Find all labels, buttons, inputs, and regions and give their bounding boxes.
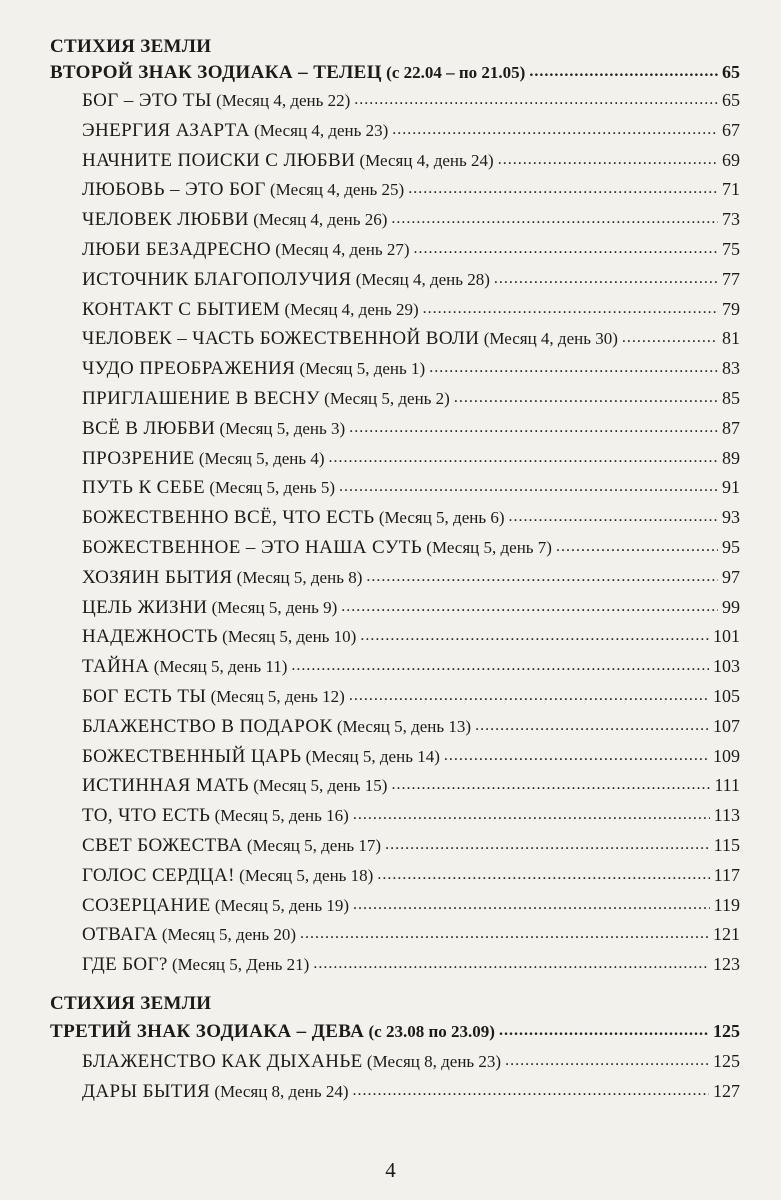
toc-entry-date: (Месяц 5, день 15) [248,776,388,796]
toc-entry-date: (Месяц 5, день 1) [295,359,426,379]
toc-entry-title: БОЖЕСТВЕННЫЙ ЦАРЬ [82,745,302,767]
page-number: 4 [385,1158,396,1182]
toc-entry-date: (Месяц 8, день 23) [362,1052,502,1071]
dot-leader [329,446,718,468]
toc-entry-row [82,120,740,148]
toc-entry-text [82,418,345,440]
toc-entry-row [82,686,740,714]
toc-heading-note: (с 23.08 по 23.09) [364,1022,495,1041]
toc-entry-date: (Месяц 4, день 24) [355,150,494,170]
toc-entry-text [82,686,345,708]
toc-entry-title: ЛЮБОВЬ – ЭТО БОГ [82,179,266,201]
toc-entry-date: (Месяц 8, день 24) [210,1082,349,1101]
toc-entry-page: 107 [713,715,740,736]
toc-entry-text [82,805,349,827]
toc-entry-text [82,209,387,231]
toc-entry-page: 117 [713,864,740,885]
toc-entry-title: БЛАЖЕНСТВО В ПОДАРОК [82,715,333,737]
toc-entry-text [82,269,490,291]
toc-entry-date: (Месяц 5, день 12) [206,687,345,706]
toc-entry-text [82,150,494,172]
toc-heading-text [50,62,525,84]
toc-heading-page: 125 [713,1021,740,1041]
toc-entry-page: 119 [713,894,740,915]
toc-entry-text [82,179,404,201]
toc-entry-page: 91 [722,477,740,498]
toc-entry-title: ГОЛОС СЕРДЦА! [82,864,235,886]
toc-entry-page: 67 [722,119,740,140]
toc-entry-page: 79 [722,298,740,319]
toc-entry-text [82,507,505,529]
dot-leader [353,1079,709,1101]
toc-entry-page: 121 [713,924,740,945]
toc-entry-row [82,90,740,118]
dot-leader [354,88,718,110]
toc-entry-page: 115 [713,835,740,855]
toc-entry-row [82,388,740,416]
toc-entry-page: 69 [722,149,740,170]
toc-entry-date: (Месяц 5, день 8) [232,567,363,587]
dot-leader [475,714,709,736]
toc-entry-title: ИСТИННАЯ МАТЬ [82,775,249,797]
toc-entry-text [82,477,335,499]
toc-entry-page: 101 [713,626,740,647]
toc-entry-row [82,597,740,625]
toc-entry-title: ЧЕЛОВЕК ЛЮБВИ [82,209,249,231]
toc-entry-text [82,567,362,589]
toc-entry-row [82,895,740,923]
toc-entry-date: (Месяц 5, день 11) [149,657,288,677]
toc-entry-text [82,448,325,470]
toc-entry-page: 87 [722,417,740,438]
toc-entry-text [82,358,425,380]
toc-entry-title: ЭНЕРГИЯ АЗАРТА [82,119,250,141]
toc-entry-text [82,775,387,797]
toc-entry-date: (Месяц 5, день 3) [215,418,346,438]
toc-entry-page: 103 [713,656,740,677]
toc-entry-row [82,209,740,237]
toc-entry-date: (Месяц 5, день 19) [210,895,350,915]
toc-entry-row [82,477,740,505]
toc-entry-page: 75 [722,239,740,259]
toc-entry-date: (Месяц 5, день 20) [157,925,297,945]
toc-entry-date: (Месяц 5, день 5) [205,478,336,498]
toc-heading-row [50,1021,740,1049]
toc-entry-row [82,150,740,178]
toc-entry-text [82,1081,349,1103]
toc-entry-page: 93 [722,507,740,528]
toc-entry-row [82,358,740,386]
toc-entry-date: (Месяц 5, день 10) [217,627,357,647]
toc-entry-date: (Месяц 5, день 7) [422,538,552,557]
toc-entry-title: БОЖЕСТВЕННО ВСЁ, ЧТО ЕСТЬ [82,507,375,529]
dot-leader [529,60,718,82]
toc-entry-title: ТАЙНА [82,656,150,678]
toc-entry-row [82,746,740,774]
dot-leader [291,654,709,676]
dot-leader [349,416,718,438]
toc-entry-page: 95 [722,537,740,557]
toc-heading-row [50,62,740,90]
dot-leader [556,535,718,557]
toc-entry-text [82,328,618,350]
toc-entry-text [82,835,381,857]
dot-leader [366,565,718,587]
toc-entry-page: 113 [713,805,740,826]
toc-entry-row [82,299,740,327]
toc-entry-row [82,626,740,654]
toc-entry-page: 71 [722,179,740,200]
toc-entry-text [82,656,287,678]
toc-entry-row [82,239,740,267]
dot-leader [385,833,710,855]
toc-entry-row [82,805,740,833]
toc-entry-page: 77 [722,268,740,289]
toc-entry-row [82,775,740,803]
toc-entry-title: ДАРЫ БЫТИЯ [82,1081,211,1102]
toc-entry-date: (Месяц 4, день 28) [351,269,490,289]
toc-entry-date: (Месяц 5, день 18) [234,865,374,885]
dot-leader [444,744,709,766]
toc-entry-text [82,537,552,559]
toc-entry-date: (Месяц 4, день 29) [280,299,419,319]
dot-leader [391,773,710,795]
toc-entry-row [82,269,740,297]
toc-entry-text [82,716,471,738]
toc-entry-date: (Месяц 5, день 16) [210,806,349,826]
toc-entry-date: (Месяц 5, День 21) [167,955,310,975]
toc-entry-title: БОГ – ЭТО ТЫ [82,90,212,111]
toc-entry-row [82,507,740,535]
dot-leader [429,356,718,378]
toc-entry-row [82,656,740,684]
dot-leader [509,505,718,527]
toc-entry-page: 65 [722,90,740,110]
toc-entry-page: 85 [722,388,740,408]
toc-entry-date: (Месяц 5, день 6) [374,508,505,528]
dot-leader [300,922,709,944]
dot-leader [360,624,709,646]
toc-entry-title: ХОЗЯИН БЫТИЯ [82,566,233,588]
section-element-title: СТИХИЯ ЗЕМЛИ [50,36,212,57]
toc-entry-text [82,239,410,261]
toc-entry-row [82,567,740,595]
toc-entry-date: (Месяц 5, день 14) [301,746,440,766]
toc-entry-row [82,954,740,982]
dot-leader [353,803,710,825]
toc-entry-row [82,418,740,446]
toc-entry-title: БЛАЖЕНСТВО КАК ДЫХАНЬЕ [82,1051,363,1072]
toc-entry-date: (Месяц 4, день 30) [479,329,618,349]
toc-entry-title: ЛЮБИ БЕЗАДРЕСНО [82,239,272,260]
toc-entry-row [82,716,740,744]
toc-entry-text [82,597,337,619]
dot-leader [353,893,710,915]
toc-entry-title: БОЖЕСТВЕННОЕ – ЭТО НАША СУТЬ [82,537,423,558]
toc-entry-row [82,448,740,476]
dot-leader [339,475,718,497]
dot-leader [505,1049,709,1071]
toc-entry-date: (Месяц 4, день 25) [265,180,405,200]
dot-leader [454,386,718,408]
toc-entry-title: НАЧНИТЕ ПОИСКИ С ЛЮБВИ [82,149,356,171]
toc-entry-page: 125 [713,1051,740,1071]
toc-entry-row [82,865,740,893]
toc-entry-title: ПУТЬ К СЕБЕ [82,477,206,499]
toc-entry-title: БОГ ЕСТЬ ТЫ [82,686,207,707]
toc-entry-title: ТО, ЧТО ЕСТЬ [82,805,211,827]
dot-leader [499,1019,709,1041]
dot-leader [423,297,718,319]
toc-heading-note: (с 22.04 – по 21.05) [381,63,526,82]
toc-entry-text [82,299,419,321]
toc-entry-row [82,924,740,952]
toc-heading-caps: ВТОРОЙ ЗНАК ЗОДИАКА – ТЕЛЕЦ [50,62,382,83]
toc-entry-page: 83 [722,358,740,379]
toc-entry-text [82,895,349,917]
toc-entry-row [82,835,740,863]
dot-leader [498,148,718,170]
toc-entry-title: СВЕТ БОЖЕСТВА [82,835,243,856]
toc-entry-page: 109 [713,745,740,766]
toc-entry-text [82,1051,501,1073]
toc-entry-date: (Месяц 4, день 23) [249,120,389,140]
toc-entry-text [82,865,373,887]
toc-entry-title: ЧУДО ПРЕОБРАЖЕНИЯ [82,358,296,380]
toc-heading-text [50,1021,495,1043]
toc-heading-page: 65 [722,62,740,82]
toc-entry-title: ВСЁ В ЛЮБВИ [82,417,216,439]
toc-heading-caps: ТРЕТИЙ ЗНАК ЗОДИАКА – ДЕВА [50,1021,365,1042]
dot-leader [408,177,718,199]
dot-leader [392,118,718,140]
toc-entry-title: СОЗЕРЦАНИЕ [82,894,211,916]
toc-entry-text [82,746,440,768]
toc-entry-title: ОТВАГА [82,924,158,946]
toc-entry-title: ПРОЗРЕНИЕ [82,447,195,469]
toc-entry-page: 111 [714,775,740,796]
toc-entry-date: (Месяц 4, день 27) [271,240,410,259]
toc-entry-row [82,537,740,565]
toc-entry-text [82,90,350,112]
toc-entry-text [82,924,296,946]
toc-entry-page: 123 [713,954,740,975]
dot-leader [494,267,718,289]
toc-entry-page: 127 [713,1081,740,1101]
toc-entry-row [82,328,740,356]
toc-entry-date: (Месяц 5, день 4) [194,448,325,468]
toc-entry-row [82,1051,740,1079]
dot-leader [349,684,709,706]
dot-leader [341,595,718,617]
toc-entry-row [82,179,740,207]
toc-entry-title: ГДЕ БОГ? [82,954,168,976]
dot-leader [377,863,709,885]
toc-entry-title: КОНТАКТ С БЫТИЕМ [82,298,281,320]
toc-entry-title: ЧЕЛОВЕК – ЧАСТЬ БОЖЕСТВЕННОЙ ВОЛИ [82,328,480,350]
toc-entry-date: (Месяц 5, день 2) [319,389,450,408]
toc-entry-date: (Месяц 5, день 9) [207,597,338,617]
dot-leader [414,237,719,259]
toc-entry-page: 89 [722,447,740,468]
toc-entry-title: ПРИГЛАШЕНИЕ В ВЕСНУ [82,388,320,409]
toc-entry-page: 73 [722,209,740,230]
toc-entry-page: 105 [713,686,740,706]
toc-entry-date: (Месяц 4, день 26) [248,210,388,230]
dot-leader [313,952,709,974]
section-element-title: СТИХИЯ ЗЕМЛИ [50,993,212,1014]
toc-entry-row [82,1081,740,1109]
toc-entry-date: (Месяц 5, день 17) [242,836,382,855]
toc-entry-page: 99 [722,596,740,617]
toc-entry-text [82,626,356,648]
toc-entry-date: (Месяц 5, день 13) [332,716,472,736]
toc-entry-title: ИСТОЧНИК БЛАГОПОЛУЧИЯ [82,268,352,290]
toc-entry-text [82,954,309,976]
dot-leader [622,326,718,348]
toc-entry-text [82,120,388,142]
toc-entry-page: 97 [722,566,740,587]
dot-leader [391,207,718,229]
toc-entry-title: НАДЕЖНОСТЬ [82,626,218,648]
toc-entry-text [82,388,450,410]
toc-entry-title: ЦЕЛЬ ЖИЗНИ [82,596,208,618]
toc-entry-page: 81 [722,328,740,349]
toc-entry-date: (Месяц 4, день 22) [211,91,351,110]
